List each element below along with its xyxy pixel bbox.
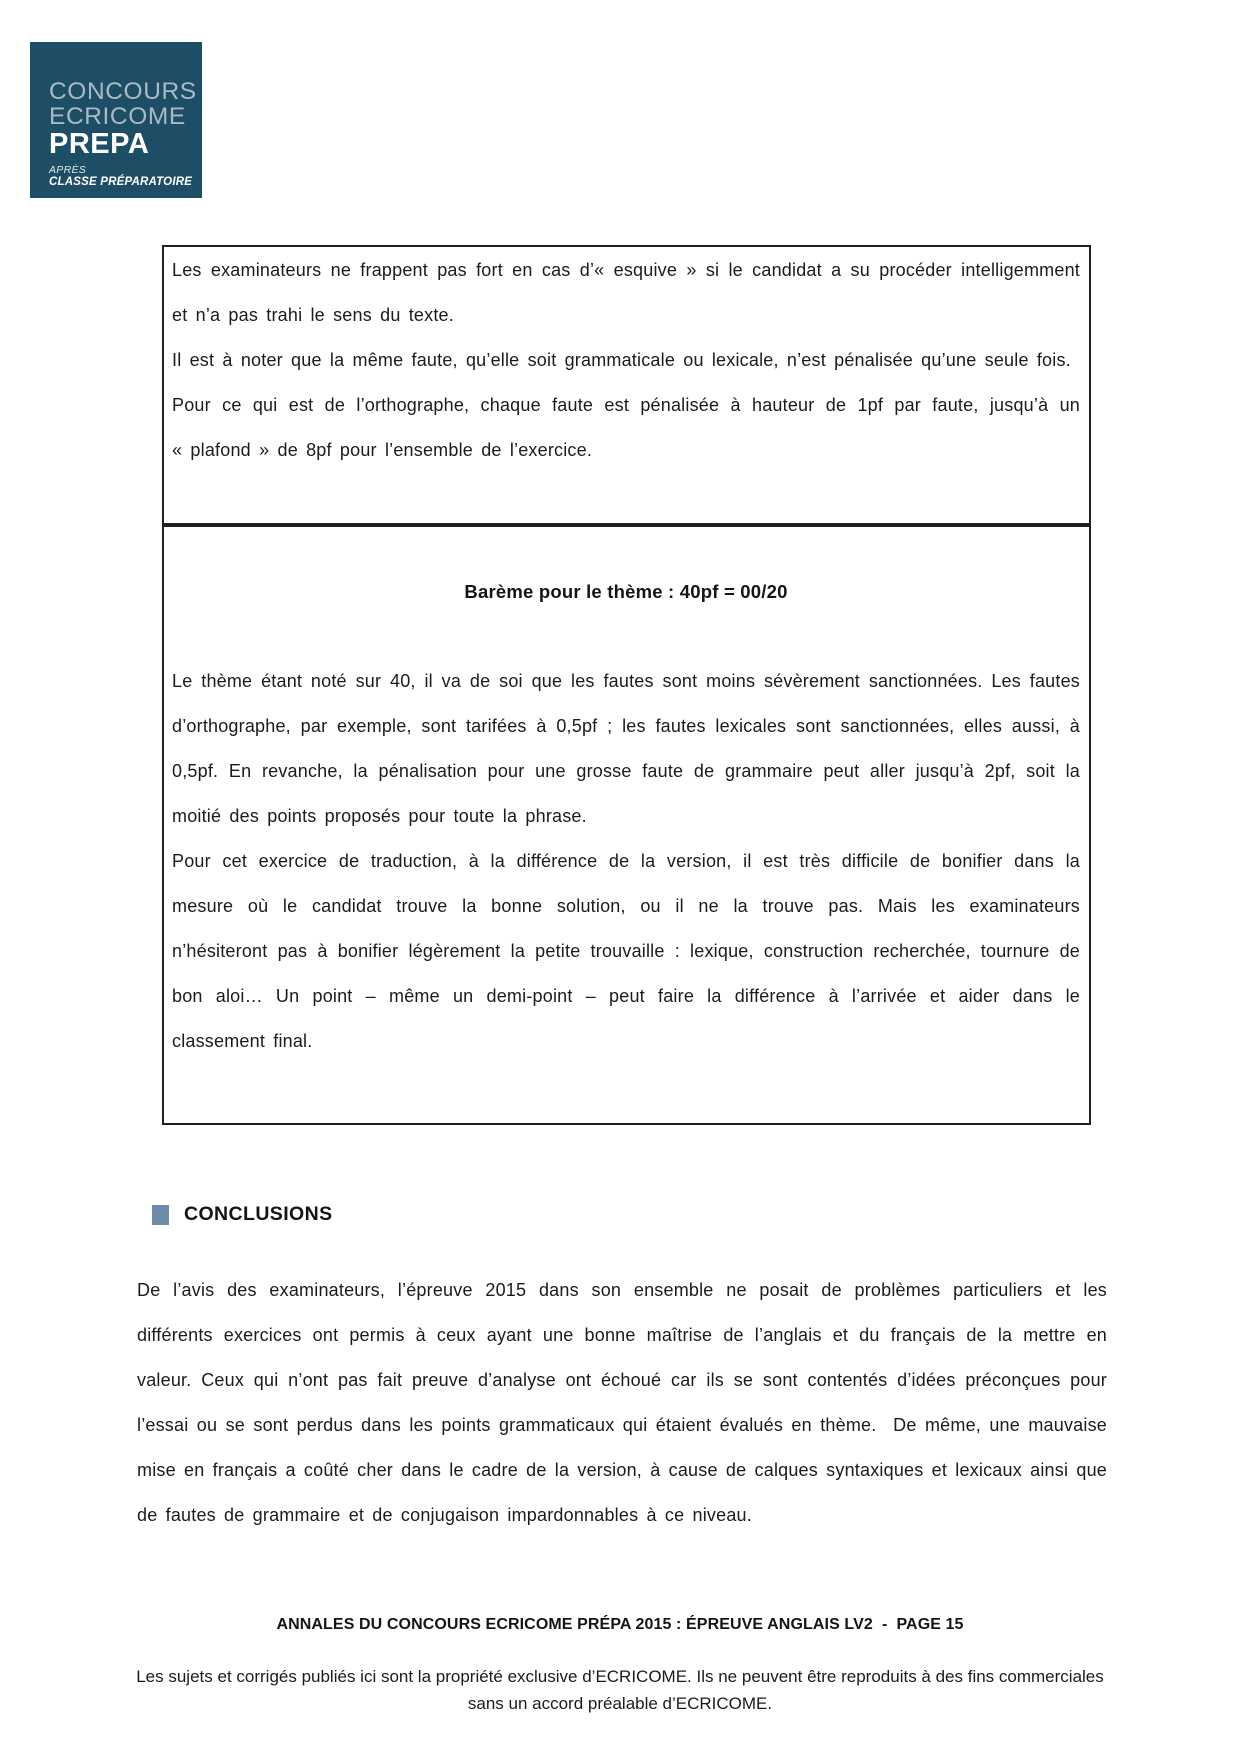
logo-line-apres: APRÈS (49, 164, 87, 176)
footer-annales-line: ANNALES DU CONCOURS ECRICOME PRÉPA 2015 : ÉPREUVE ANGLAIS LV2 - PAGE 15 (276, 1616, 964, 1633)
bareme-theme-heading: Barème pour le thème : 40pf = 00/20 (464, 581, 788, 602)
penalty-rules-paragraph-1: Les examinateurs ne frappent pas fort en cas d’« esquive » si le candidat a su procéder intelligemment et n’a pas trahi le sens du texte. (172, 260, 1080, 325)
penalty-rules-box (162, 245, 1091, 525)
logo-text-block (49, 79, 196, 189)
footer-copyright-notice: Les sujets et corrigés publiés ici sont la propriété exclusive d’ECRICOME. Ils ne peuvent être reproduits à des fins commerciales sans un accord préalable d’ECRICOME. (136, 1667, 1104, 1713)
conclusions-title: CONCLUSIONS (184, 1203, 333, 1225)
section-bullet-square (152, 1205, 169, 1225)
conclusions-heading (152, 1203, 333, 1226)
conclusions-paragraph: De l’avis des examinateurs, l’épreuve 2015 dans son ensemble ne posait de problèmes particuliers et les différents exercices ont permis à ceux ayant une bonne maîtrise de l’anglais et du français de la mettre en valeur. Ceux qui n’ont pas fait preuve d’analyse ont échoué car ils se sont contentés d’idées préconçues pour l’essai ou se sont perdus dans les points grammaticaux qui étaient évalués en thème. De même, une mauvaise mise en français a coûté cher dans le cadre de la version, à cause de calques syntaxiques et lexicaux ainsi que de fautes de grammaire et de conjugaison impardonnables à ce niveau. (137, 1280, 1107, 1525)
penalty-rules-paragraph-3: Pour ce qui est de l’orthographe, chaque faute est pénalisée à hauteur de 1pf par faute, jusqu’à un « plafond » de 8pf pour l’ensemble de l’exercice. (172, 395, 1080, 460)
logo-line-classe-preparatoire: CLASSE PRÉPARATOIRE (49, 176, 193, 188)
logo-line-ecricome: ECRICOME (49, 103, 186, 130)
logo-line-prepa: PREPA (49, 128, 150, 160)
bareme-theme-paragraph-1: Le thème étant noté sur 40, il va de soi que les fautes sont moins sévèrement sanctionnées. Les fautes d’orthographe, par exemple, sont tarifées à 0,5pf ; les fautes lexicales sont sanctionnées, elles aussi, à 0,5pf. En revanche, la pénalisation pour une grosse faute de grammaire peut aller jusqu’à 2pf, soit la moitié des points proposés pour toute la phrase. (172, 671, 1080, 826)
bareme-theme-paragraph-2: Pour cet exercice de traduction, à la différence de la version, il est très difficile de bonifier dans la mesure où le candidat trouve la bonne solution, ou il ne la trouve pas. Mais les examinateurs n’hésiteront pas à bonifier légèrement la petite trouvaille : lexique, construction recherchée, tournure de bon aloi… Un point – même un demi-point – peut faire la différence à l’arrivée et aider dans le classement final. (172, 851, 1080, 1051)
penalty-rules-paragraph-2: Il est à noter que la même faute, qu’elle soit grammaticale ou lexicale, n’est pénalisée qu’une seule fois. (172, 350, 1071, 370)
ecricome-prepa-logo (30, 42, 202, 198)
bareme-theme-box (162, 525, 1091, 1125)
logo-line-concours: CONCOURS (49, 78, 197, 105)
